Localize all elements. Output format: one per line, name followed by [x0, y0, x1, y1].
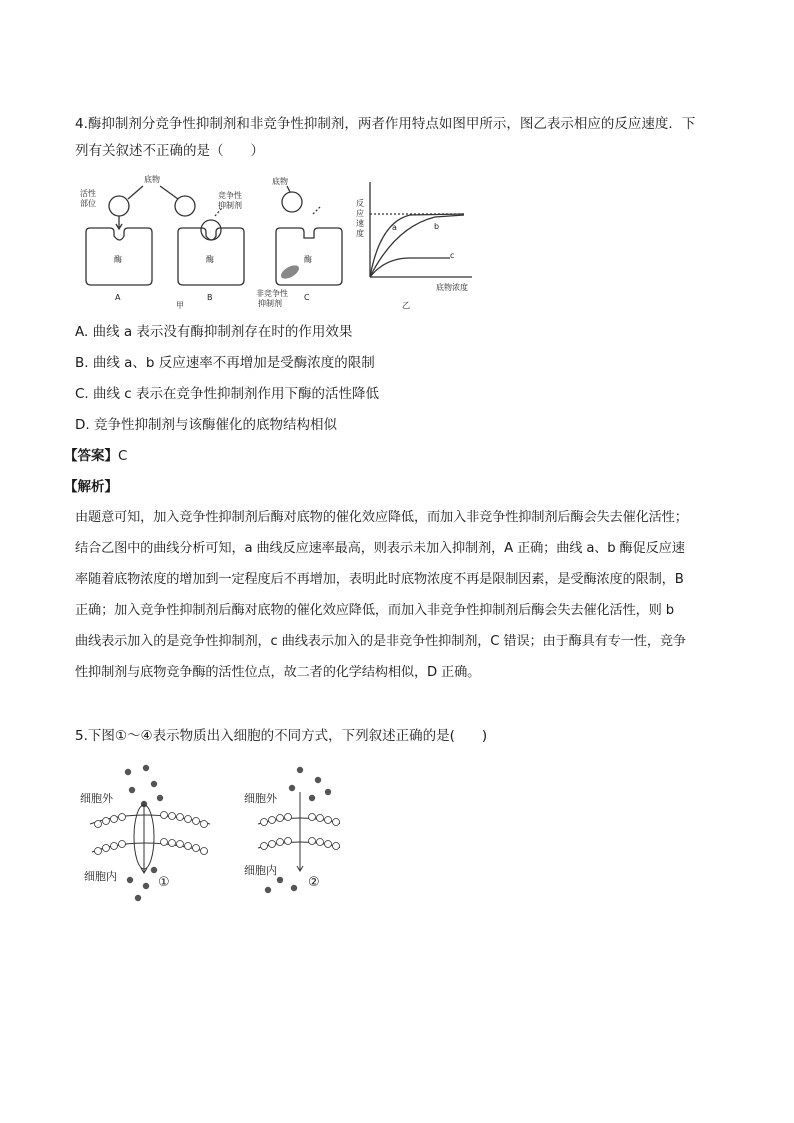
caption-yi: 乙	[402, 301, 410, 310]
curve-b-label: b	[434, 222, 440, 231]
analysis-label: 【解析】	[64, 479, 118, 495]
label-active-site-2: 部位	[80, 199, 96, 208]
axis-x-label: 底物浓度	[436, 283, 468, 292]
label-outside-1: 细胞外	[80, 792, 113, 805]
option-c: C. 曲线 c 表示在竞争性抑制剂作用下酶的活性降低	[75, 386, 380, 402]
curve-c-label: c	[450, 251, 455, 260]
question-5-stem: 5.下图①～④表示物质出入细胞的不同方式，下列叙述正确的是( )	[75, 728, 488, 744]
label-comp-inhibitor-2: 抑制剂	[218, 201, 242, 210]
panel-a-label: A	[115, 293, 121, 302]
label-substrate-c: 底物	[272, 177, 288, 186]
label-noncomp-inhibitor-2: 抑制剂	[258, 299, 282, 308]
label-number-2: ②	[308, 875, 320, 890]
label-number-1: ①	[158, 875, 170, 890]
label-outside-2: 细胞外	[244, 792, 277, 805]
axis-y-char-3: 速	[356, 219, 364, 228]
axis-y-char-2: 应	[356, 209, 364, 218]
panel-c-label: C	[304, 293, 310, 302]
enzyme-inhibitor-figure	[80, 172, 480, 312]
label-inside-1: 细胞内	[84, 870, 117, 883]
label-enzyme-a: 酶	[114, 255, 122, 264]
label-noncomp-inhibitor-1: 非竞争性	[256, 289, 288, 298]
question-4-stem-line-1: 4.酶抑制剂分竞争性抑制剂和非竞争性抑制剂，两者作用特点如图甲所示，图乙表示相应的反应速度．下	[75, 116, 696, 132]
membrane-transport-figure	[80, 762, 340, 902]
analysis-line-4: 正确；加入竞争性抑制剂后酶对底物的催化效应降低，而加入非竞争性抑制剂后酶会失去催化活性，则 b	[75, 603, 674, 618]
answer-value: C	[118, 448, 128, 464]
analysis-line-5: 曲线表示加入的是竞争性抑制剂，c 曲线表示加入的是非竞争性抑制剂，C 错误；由于酶具有专一性，竞争	[75, 634, 686, 649]
answer-label: 【答案】	[64, 448, 118, 464]
axis-y-char-1: 反	[356, 199, 364, 208]
curve-a-label: a	[392, 223, 397, 232]
label-inside-2: 细胞内	[244, 864, 277, 877]
analysis-line-2: 结合乙图中的曲线分析可知，a 曲线反应速率最高，则表示未加入抑制剂，A 正确；曲线 a、b 酶促反应速	[75, 541, 685, 556]
panel-b-label: B	[207, 293, 213, 302]
analysis-line-3: 率随着底物浓度的增加到一定程度后不再增加，表明此时底物浓度不再是限制因素，是受酶浓度的限制，B	[75, 572, 684, 587]
option-d: D. 竞争性抑制剂与该酶催化的底物结构相似	[75, 417, 337, 433]
analysis-line-1: 由题意可知，加入竞争性抑制剂后酶对底物的催化效应降低，而加入非竞争性抑制剂后酶会失去催化活性；	[75, 510, 688, 525]
label-active-site-1: 活性	[80, 189, 96, 198]
label-comp-inhibitor-1: 竞争性	[218, 191, 242, 200]
axis-y-char-4: 度	[356, 229, 364, 238]
label-substrate: 底物	[144, 175, 160, 184]
analysis-line-6: 性抑制剂与底物竞争酶的活性位点，故二者的化学结构相似，D 正确。	[75, 665, 481, 680]
question-4-stem-line-2: 列有关叙述不正确的是（ ）	[75, 143, 264, 159]
answer-row	[64, 447, 127, 465]
caption-jia: 甲	[176, 301, 184, 310]
label-enzyme-c: 酶	[304, 255, 312, 264]
option-b: B. 曲线 a、b 反应速率不再增加是受酶浓度的限制	[75, 355, 375, 371]
label-enzyme-b: 酶	[206, 255, 214, 264]
option-a: A. 曲线 a 表示没有酶抑制剂存在时的作用效果	[75, 324, 353, 340]
